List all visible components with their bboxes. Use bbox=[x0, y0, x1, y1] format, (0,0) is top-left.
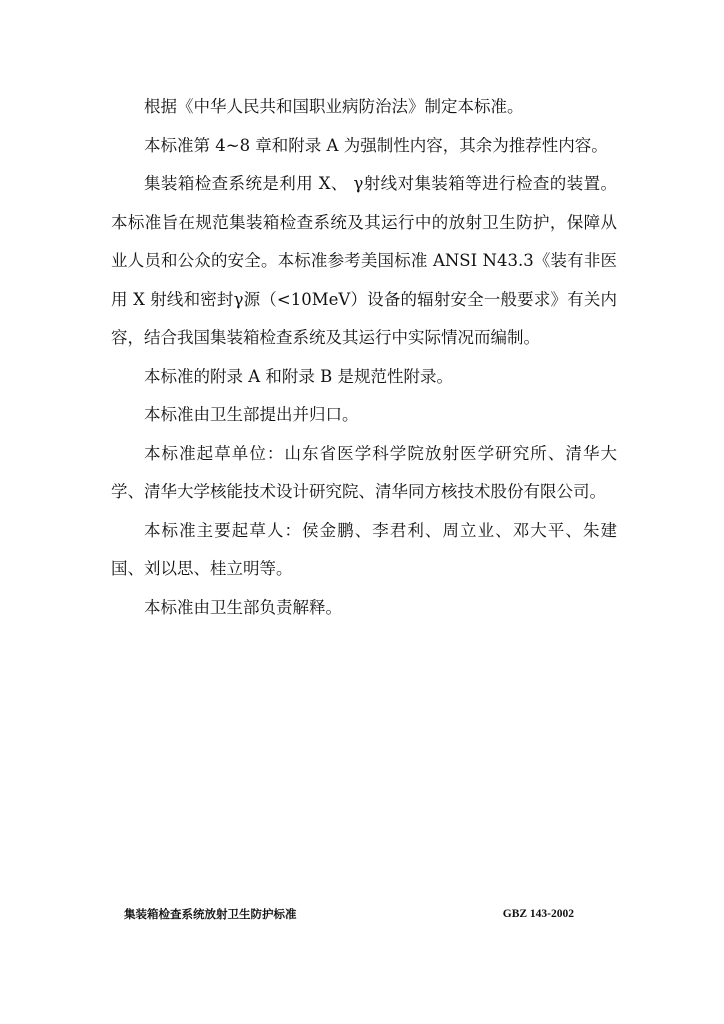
paragraph-legal-basis: 根据《中华人民共和国职业病防治法》制定本标准。 bbox=[144, 97, 524, 116]
paragraph-drafting-units: 本标准起草单位：山东省医学科学院放射医学研究所、清华大学、清华大学核能技术设计研究院、清华同方核技术股份有限公司。 bbox=[111, 443, 617, 501]
paragraph-interpretation: 本标准由卫生部负责解释。 bbox=[144, 597, 342, 617]
footer-standard-title: 集装箱检查系统放射卫生防护标准 bbox=[124, 907, 297, 921]
paragraph-proposer: 本标准由卫生部提出并归口。 bbox=[144, 405, 359, 424]
paragraph-drafters: 本标准主要起草人：侯金鹏、李君利、周立业、邓大平、朱建国、刘以思、桂立明等。 bbox=[111, 520, 617, 578]
paragraph-appendices: 本标准的附录 A 和附录 B 是规范性附录。 bbox=[144, 366, 454, 386]
foreword-body bbox=[111, 88, 617, 627]
footer-standard-code: GBZ 143-2002 bbox=[502, 908, 574, 920]
paragraph-mandatory-content: 本标准第 4~8 章和附录 A 为强制性内容，其余为推荐性内容。 bbox=[144, 135, 608, 155]
paragraph-purpose: 集装箱检查系统是利用 X、 γ射线对集装箱等进行检查的装置。本标准旨在规范集装箱检查系统及其运行中的放射卫生防护，保障从业人员和公众的安全。本标准参考美国标准 ANSI N43.3《装有非医用 X 射线和密封γ源（<10MeV）设备的辐射安全一般要求》有关内容，结合我国集装箱检查系统及其运行中实际情况而编制。 bbox=[111, 174, 617, 347]
